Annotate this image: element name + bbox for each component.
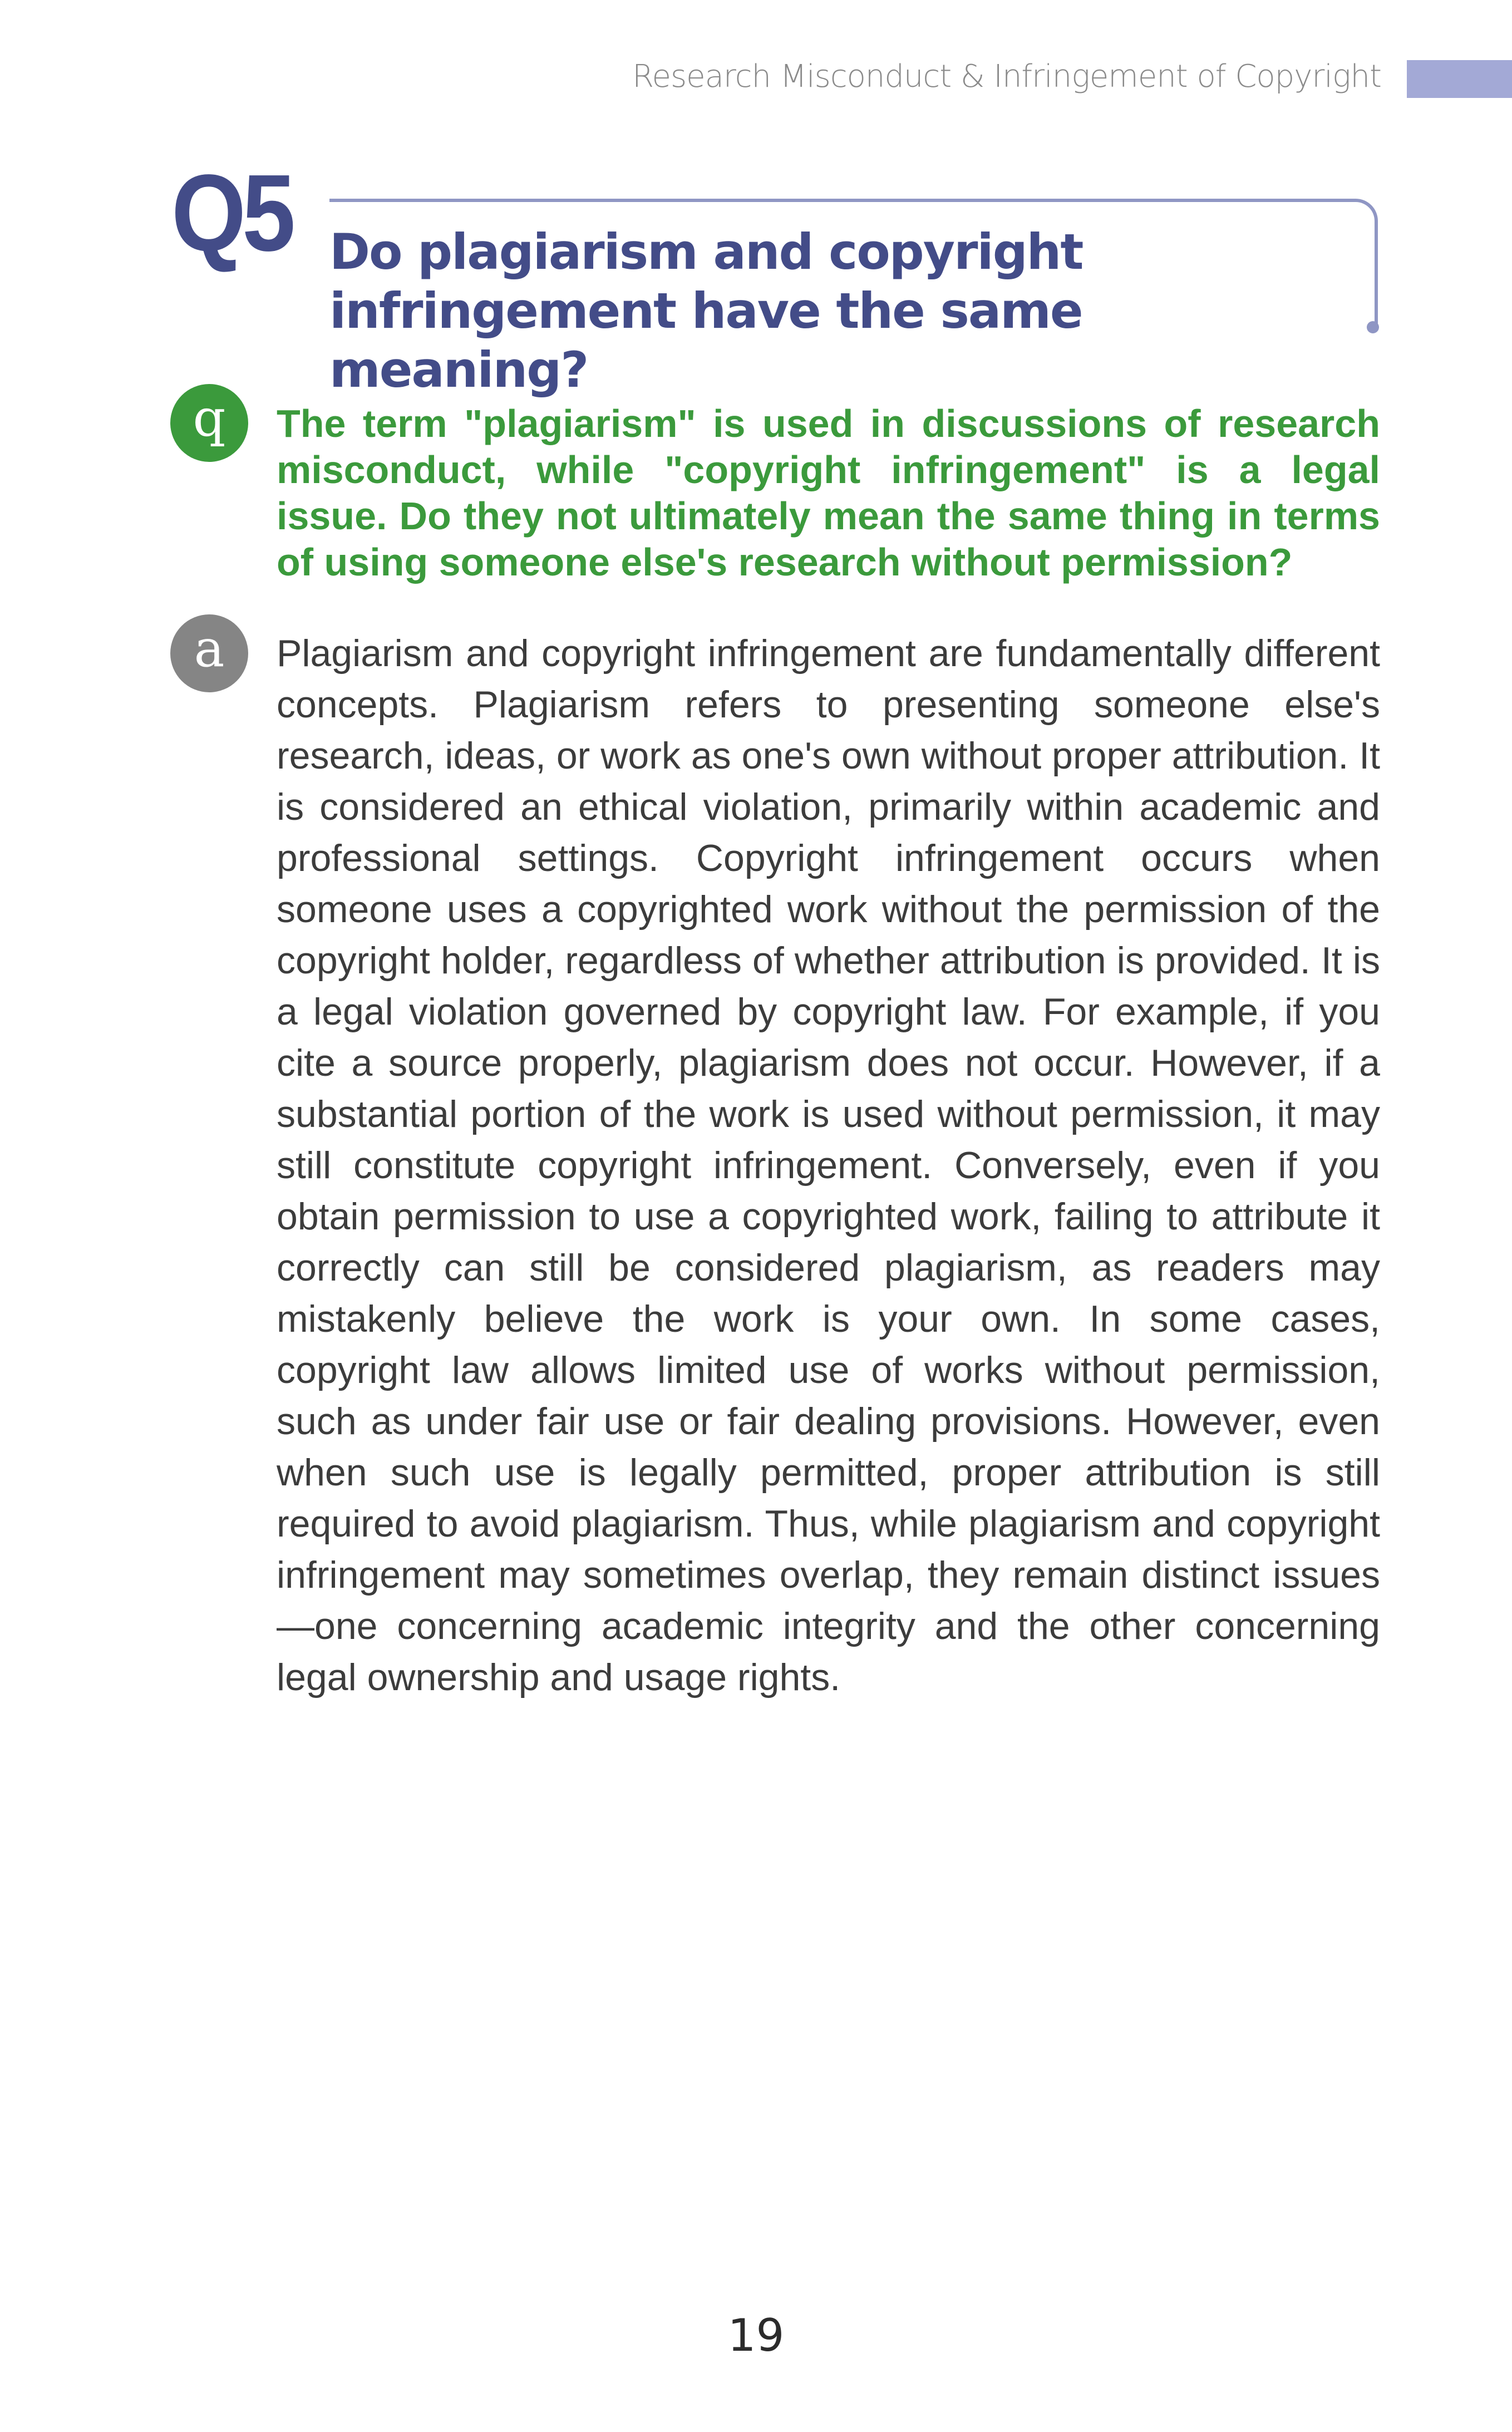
- question-text: The term "plagiarism" is used in discussions of research misconduct, while "copyright infringement" is a legal issue. Do they not ultimately mean the same thing in terms of using someone else's research without permission?: [277, 402, 1380, 584]
- question-badge-icon: q: [170, 384, 248, 462]
- running-header: Research Misconduct & Infringement of Copyright: [632, 58, 1381, 95]
- answer-badge-icon: a: [170, 614, 248, 692]
- question-title: Do plagiarism and copyright infringement have the same meaning?: [329, 223, 1083, 398]
- answer-text: Plagiarism and copyright infringement are fundamentally different concepts. Plagiarism refers to presenting someone else's research, ideas, or work as one's own without proper attribution. It is considered an ethical violation, primarily within academic and professional settings. Copyright infringement occurs when someone uses a copyrighted work without the permission of the copyright holder, regardless of whether attribution is provided. It is a legal violation governed by copyright law. For example, if you cite a source properly, plagiarism does not occur. However, if a substantial portion of the work is used without permission, it may still constitute copyright infringement. Conversely, even if you obtain permission to use a copyrighted work, failing to attribute it correctly can still be considered plagiarism, as readers may mistakenly believe the work is your own. In some cases, copyright law allows limited use of works without permission, such as under fair use or fair dealing provisions. However, even when such use is legally permitted, proper attribution is still required to avoid plagiarism. Thus, while plagiarism and copyright infringement may sometimes overlap, they remain distinct issues—one concerning academic integrity and the other concerning legal ownership and usage rights.: [277, 632, 1380, 1699]
- header-tab: [1407, 60, 1512, 98]
- question-number: Q5: [171, 152, 292, 274]
- page-number: 19: [727, 2310, 785, 2361]
- title-frame-dot: [1367, 321, 1379, 333]
